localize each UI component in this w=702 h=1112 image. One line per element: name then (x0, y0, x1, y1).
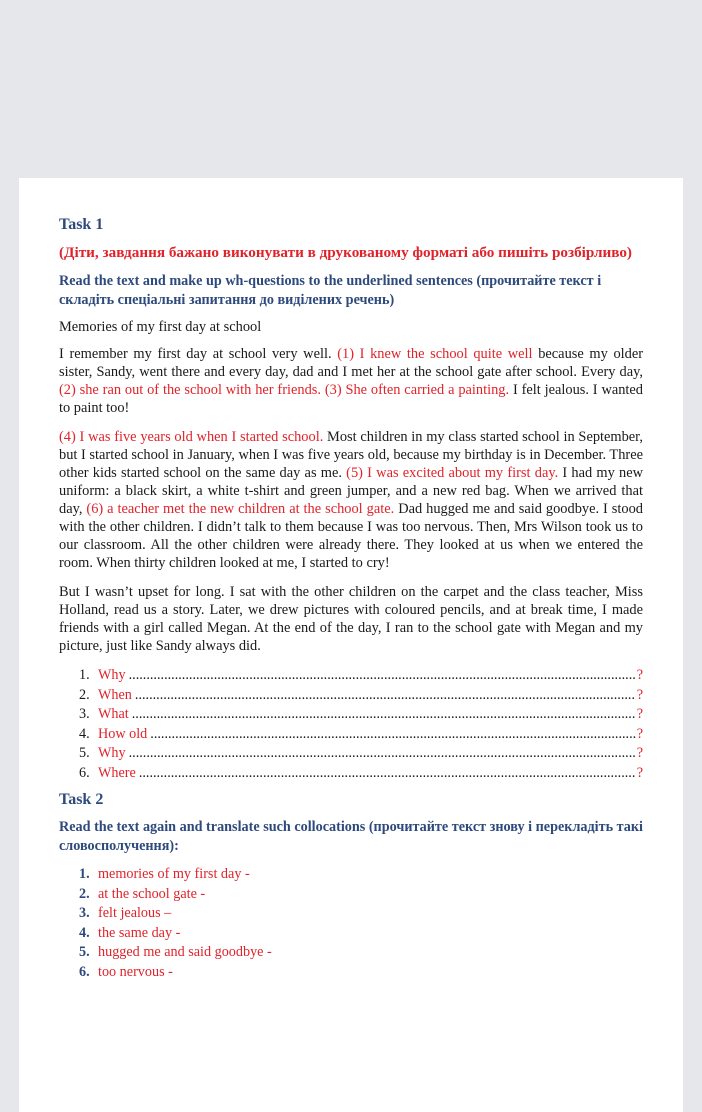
question-item[interactable]: 3. What ..... ? (79, 705, 643, 725)
collocation-item: 4. the same day - (79, 924, 181, 941)
answer-line[interactable] (139, 764, 636, 784)
document-page (19, 178, 683, 1112)
p2-text-c: Dad hugged me and said goodbye. I stood with the other children. I didn’t talk to them because I was too nervous. Then, Mrs Wilson took us to our classroom. All the other children were already there. They looked at us when we entered the room. When thirty children looked at me, I started to cry! (59, 501, 643, 571)
underlined-sentences-2-3: (2) she ran out of the school with her friends. (3) She often carried a painting. (59, 382, 510, 398)
underlined-sentence-6: (6) a teacher met the new children at the school gate. (86, 501, 395, 517)
answer-line[interactable] (129, 666, 636, 686)
question-item[interactable]: 2. When ..... ? (79, 686, 643, 706)
collocation-item: 6. too nervous - (79, 963, 173, 980)
task2-title: Task 2 (59, 791, 104, 808)
answer-line[interactable] (135, 686, 636, 706)
underlined-sentence-1: (1) I knew the school quite well (337, 346, 533, 362)
underlined-sentence-5: (5) I was excited about my first day. (346, 465, 559, 481)
p1-text-c: I felt jealous. I wanted to paint too! (59, 382, 643, 416)
collocation-item: 3. felt jealous – (79, 905, 172, 921)
question-list (59, 666, 643, 783)
collocation-item: 5. hugged me and said goodbye - (79, 944, 272, 960)
paragraph-2 (59, 428, 643, 572)
task1-title: Task 1 (59, 216, 104, 233)
task2-instruction: Read the text again and translate such collocations (прочитайте текст знову і перекладіть такі словосполучення): (59, 819, 643, 854)
task1-warning: (Діти, завдання бажано виконувати в друкованому форматі або пишіть розбірливо) (59, 244, 632, 261)
paragraph-3: But I wasn’t upset for long. I sat with the other children on the carpet and the class teacher, Miss Holland, read us a story. Later, we drew pictures with coloured pencils, and at break time, I made friends with a girl called Megan. At the end of the day, I ran to the school gate with Megan and my picture, just like Sandy always did. (59, 584, 643, 654)
p2-text-b: I had my new uniform: a black skirt, a white t-shirt and green jumper, and a new red bag. When we arrived that day, (59, 465, 643, 517)
collocation-list (59, 865, 643, 982)
collocation-item: 2. at the school gate - (79, 885, 206, 902)
document-content (59, 216, 643, 982)
underlined-sentence-4: (4) I was five years old when I started school. (59, 429, 324, 445)
answer-line[interactable] (150, 725, 635, 745)
p2-text-a: Most children in my class started school in September, but I started school in January, when I was five years old, because my birthday is in December. Three other kids started school on the same day as me. (59, 429, 643, 481)
answer-line[interactable] (129, 744, 636, 764)
question-item[interactable]: 5. Why ..... ? (79, 744, 643, 764)
text-title: Memories of my first day at school (59, 319, 262, 335)
paragraph-1 (59, 345, 643, 417)
question-item[interactable]: 6. Where ..... ? (79, 764, 643, 784)
answer-line[interactable] (132, 705, 636, 725)
question-item[interactable]: 4. How old ..... ? (79, 725, 643, 745)
collocation-item: 1. memories of my first day - (79, 866, 250, 882)
p1-text-a: I remember my first day at school very well. (59, 346, 338, 362)
question-item[interactable]: 1. Why ..... ? (79, 666, 643, 686)
task1-instruction: Read the text and make up wh-questions to the underlined sentences (прочитайте текст і складіть спеціальні запитання до виділених речень) (59, 273, 602, 308)
p1-text-b: because my older sister, Sandy, went there and every day, dad and I met her at the school gate after school. Every day, (59, 346, 644, 380)
